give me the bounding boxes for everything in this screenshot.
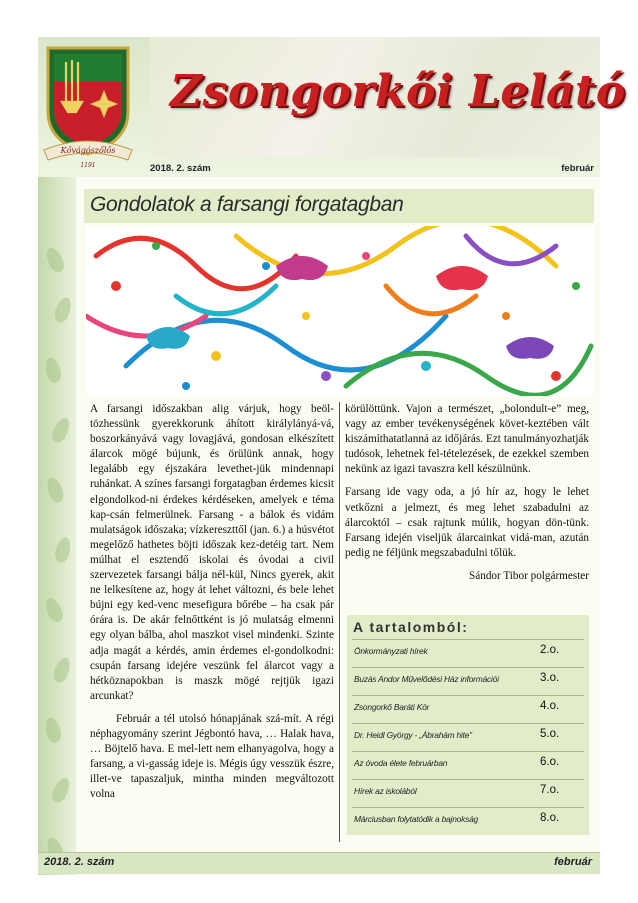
toc-item-title: Zsongorkő Baráti Kör: [354, 702, 430, 712]
toc-item-page: 7.o.: [540, 784, 560, 796]
article-left-column: [90, 402, 334, 810]
crest-year: 1191: [80, 162, 96, 169]
table-of-contents: [347, 615, 589, 835]
column-divider: [339, 402, 340, 842]
toc-item-title: Buzás Andor Művelődési Ház információi: [354, 674, 499, 684]
page-footer: [38, 852, 600, 874]
issue-month: február: [561, 163, 594, 174]
newspaper-title: Zsongorkői Lelátó: [170, 66, 626, 117]
toc-item[interactable]: [352, 779, 584, 802]
toc-item-page: 3.o.: [540, 672, 560, 684]
toc-item-page: 6.o.: [540, 756, 560, 768]
article-paragraph: A farsangi időszakban alig várjuk, hogy beöl-tözhessünk gyerekkorunk áhított királylányá-vá, boszorkányává vagy lovagjává, gondosan elkészített álarcok mögé bújunk, és örülünk annak, hogy legalább egy éjszakára levethet-jük mindennapi ruhánkat. A színes farsangi forgatagban érdemes kicsit elgondolkod-ni érdekes kérdéseken, amelyek e téma kap-csán felmerülnek. Farsang - a bálok és vidám mulatságok időszaka; vízkereszttől (jan. 6.) a húsvétot megelőző hathetes böjti időszak kez-detéig tart. Nem múlhat el esztendő iskolai és óvodai a civil szervezetek farsangi bálja nél-kül, Nincs gyerek, akit ne lelkesítene az, hogy át lehet változni, és bele lehet bújni egy ked-venc mesefigura bőrébe – ha csak pár órára is. De akár felnőttként is jó mulatság elmenni egy olyan bálba, ahol maszkot visel mindenki. Szinte adja magát a kérdés, amin érdemes el-gondolkodni: csupán farsang idejére veszünk fel álarcot vagy a hétköznapokban is maszk mögé rejtjük igazi arcunkat?: [90, 403, 334, 702]
crest-ribbon-text: Kővágószőlős: [60, 146, 116, 155]
issue-number: 2018. 2. szám: [150, 163, 211, 174]
article-paragraph: Február a tél utolsó hónapjának szá-mít. A régi néphagyomány szerint Jégbontó hava, … Halak hava, … Böjtelő hava. E mel-lett nem elhanyagolva, hogy a farsang, a vi-gasság ideje is. Mégis úgy vesszük észre, illet-ve tapaszaljuk, mintha minden megváltozott volna: [90, 712, 334, 801]
toc-item-title: Hírek az iskolából: [354, 786, 417, 796]
toc-item-page: 2.o.: [540, 644, 560, 656]
toc-item-page: 4.o.: [540, 700, 560, 712]
toc-item-title: Önkormányzati hírek: [354, 646, 428, 656]
toc-item[interactable]: [352, 807, 584, 830]
toc-item[interactable]: [352, 639, 584, 662]
toc-item-title: Dr. Heidl György - „Ábrahám hite”: [354, 730, 472, 740]
toc-item[interactable]: [352, 667, 584, 690]
footer-issue-number: 2018. 2. szám: [44, 856, 115, 868]
footer-month: február: [554, 856, 592, 868]
toc-item-title: Az óvoda élete februárban: [354, 758, 448, 768]
article-signature: Sándor Tibor polgármester: [469, 569, 589, 582]
toc-item-page: 8.o.: [540, 812, 560, 824]
toc-item-title: Márciusban folytatódik a bajnokság: [354, 814, 479, 824]
carnival-confetti-illustration: [86, 226, 594, 396]
toc-item-page: 5.o.: [540, 728, 560, 740]
toc-item[interactable]: [352, 751, 584, 774]
article-headline: Gondolatok a farsangi forgatagban: [90, 193, 404, 216]
toc-item[interactable]: [352, 723, 584, 746]
toc-title: A tartalomból:: [353, 619, 469, 635]
issue-info-bar: [150, 160, 598, 178]
toc-item[interactable]: [352, 695, 584, 718]
article-paragraph: Farsang ide vagy oda, a jó hír az, hogy le lehet vetkőzni a jelmezt, és meg lehet szabadulni az álarcoktól – csak rajtunk múlik, hogyan dön-tünk. Farsang idején viseljük álarcainkat vidá-man, azután pedig ne féljünk megszabadulni tőlük.: [345, 486, 589, 559]
coat-of-arms-logo: [42, 42, 134, 170]
article-paragraph: körülöttünk. Vajon a természet, „bolondult-e” meg, vagy az ember tevékenységének követ-keztében vált kiszámíthatatlanná az időjárás. Ezt tanulmányozhatják tudósok, lehetnek fel-tételezések, de ezekkel szemben nekünk az igazi tavaszra kell készülnünk.: [345, 403, 589, 476]
article-right-column: [345, 402, 589, 592]
